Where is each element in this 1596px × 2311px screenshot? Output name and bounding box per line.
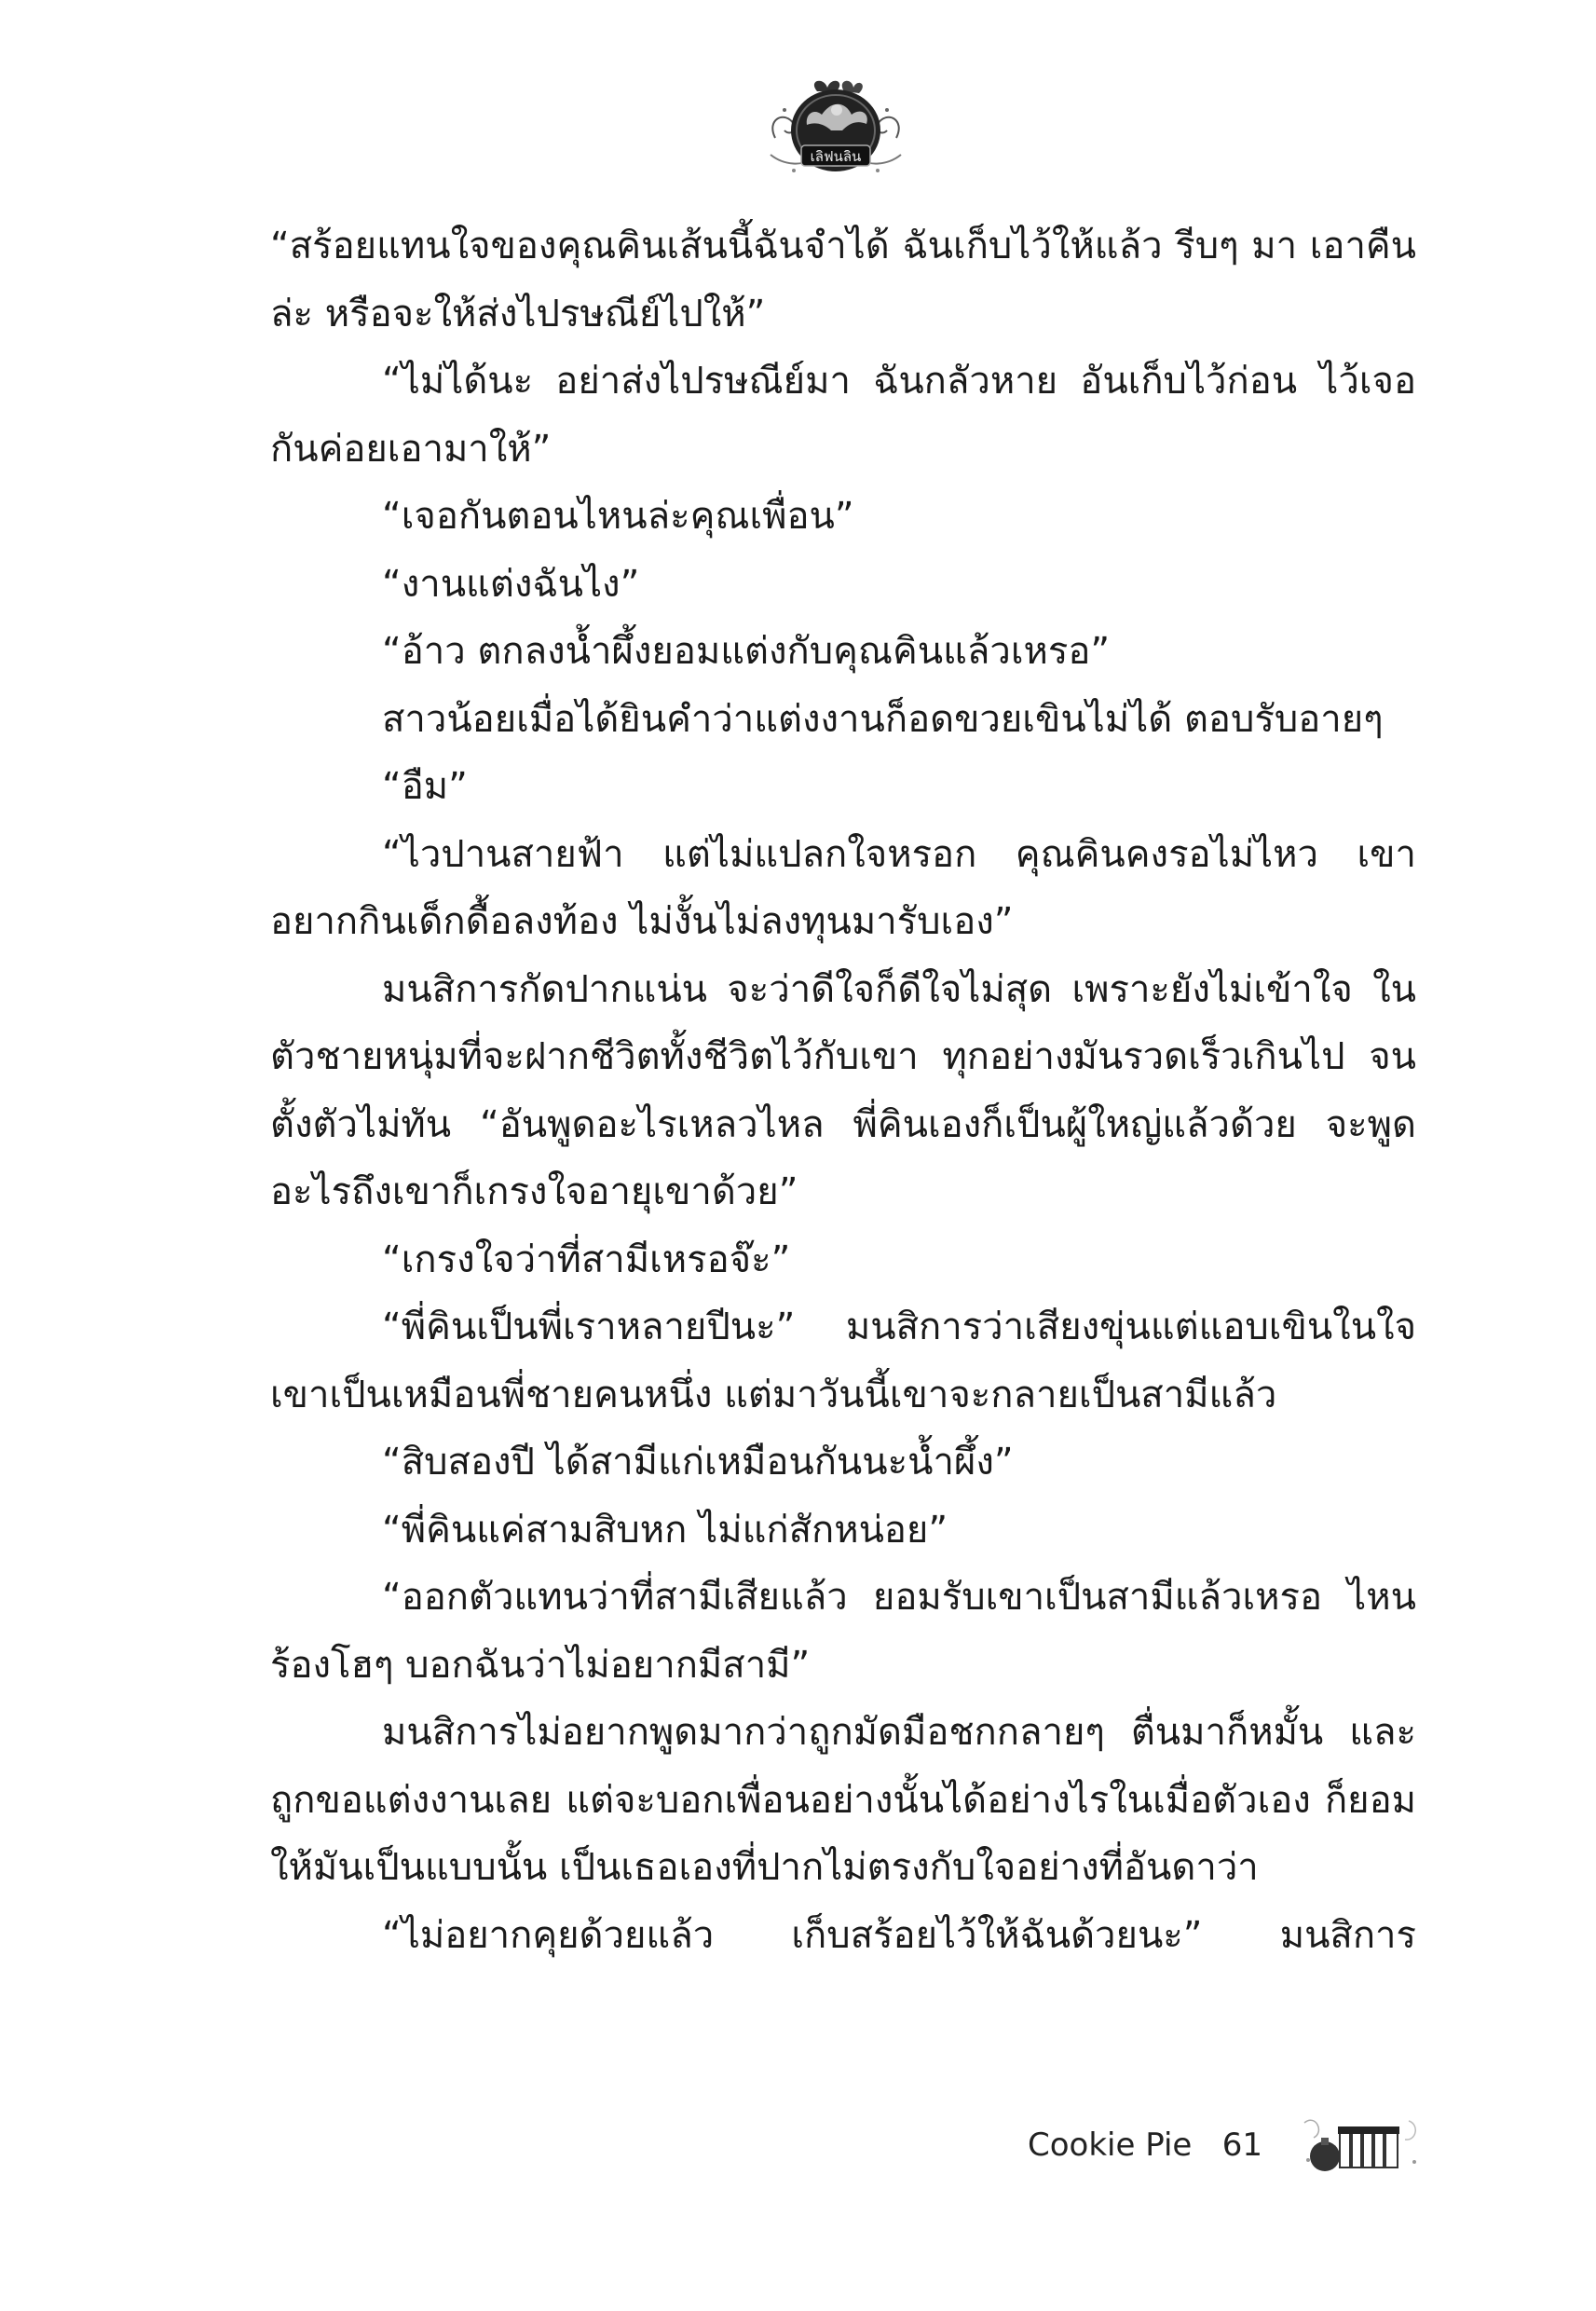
paragraph: มนสิการกัดปากแน่น จะว่าดีใจก็ดีใจไม่สุด เพราะยังไม่เข้าใจ ในตัวชายหนุ่มที่จะฝากชีวิตทั้งชีวิตไว้กับเขา ทุกอย่างมันรวดเร็วเกินไป จนตั้งตัวไม่ทัน “อันพูดอะไรเหลวไหล พี่คินเองก็เป็นผู้ใหญ่แล้วด้วย จะพูดอะไรถึงเขาก็เกรงใจอายุเขาด้วย” [270,967,1416,1213]
page-number: 61 [1221,2126,1263,2164]
paragraph: “สิบสองปี ได้สามีแก่เหมือนกันนะน้ำผึ้ง” [382,1441,1014,1484]
page-footer [1028,2126,1262,2164]
body-text [270,212,1416,1969]
paragraph: “สร้อยแทนใจของคุณคินเส้นนี้ฉันจำได้ ฉันเก็บไว้ให้แล้ว รีบๆ มา เอาคืนล่ะ หรือจะให้ส่งไปรษณีย์ไปให้” [270,225,1416,335]
book-title: Cookie Pie [1028,2126,1193,2164]
paragraph: สาวน้อยเมื่อได้ยินคำว่าแต่งงานก็อดขวยเขินไม่ได้ ตอบรับอายๆ [382,697,1384,741]
paragraph: “เจอกันตอนไหนล่ะคุณเพื่อน” [382,495,854,538]
paragraph: “ไม่อยากคุยด้วยแล้ว เก็บสร้อยไว้ให้ฉันด้วยนะ” มนสิการ [382,1913,1416,1957]
header-logo [766,73,906,186]
paragraph: “พี่คินแค่สามสิบหก ไม่แก่สักหน่อย” [382,1508,948,1552]
paragraph: “ไวปานสายฟ้า แต่ไม่แปลกใจหรอก คุณคินคงรอไม่ไหว เขา อยากกินเด็กดื้อลงท้อง ไม่งั้นไม่ลงทุนมารับเอง” [270,832,1416,943]
paragraph: “อ้าว ตกลงน้ำผึ้งยอมแต่งกับคุณคินแล้วเหรอ” [382,630,1111,673]
paragraph: “พี่คินเป็นพี่เราหลายปีนะ” มนสิการว่าเสียงขุ่นแต่แอบเขินในใจ เขาเป็นเหมือนพี่ชายคนหนึ่ง แต่มาวันนี้เขาจะกลายเป็นสามีแล้ว [270,1306,1416,1416]
paragraph: มนสิการไม่อยากพูดมากว่าถูกมัดมือชกกลายๆ ตื่นมาก็หมั้น และถูกขอแต่งงานเลย แต่จะบอกเพื่อนอย่างนั้นได้อย่างไรในเมื่อตัวเอง ก็ยอมให้มันเป็นแบบนั้น เป็นเธอเองที่ปากไม่ตรงกับใจอย่างที่อันดาว่า [270,1711,1416,1889]
paragraph: “เกรงใจว่าที่สามีเหรอจ๊ะ” [382,1238,791,1281]
paragraph: “ไม่ได้นะ อย่าส่งไปรษณีย์มา ฉันกลัวหาย อันเก็บไว้ก่อน ไว้เจอกันค่อยเอามาให้” [270,360,1416,471]
header-logo-text: เลิฟนลิน [810,148,862,165]
kitchen-tools-icon [1297,2104,1427,2177]
paragraph: “อืม” [382,765,468,808]
paragraph: “งานแต่งฉันไง” [382,562,640,606]
paragraph: “ออกตัวแทนว่าที่สามีเสียแล้ว ยอมรับเขาเป็นสามีแล้วเหรอ ไหนร้องโฮๆ บอกฉันว่าไม่อยากมีสามี” [270,1576,1416,1687]
